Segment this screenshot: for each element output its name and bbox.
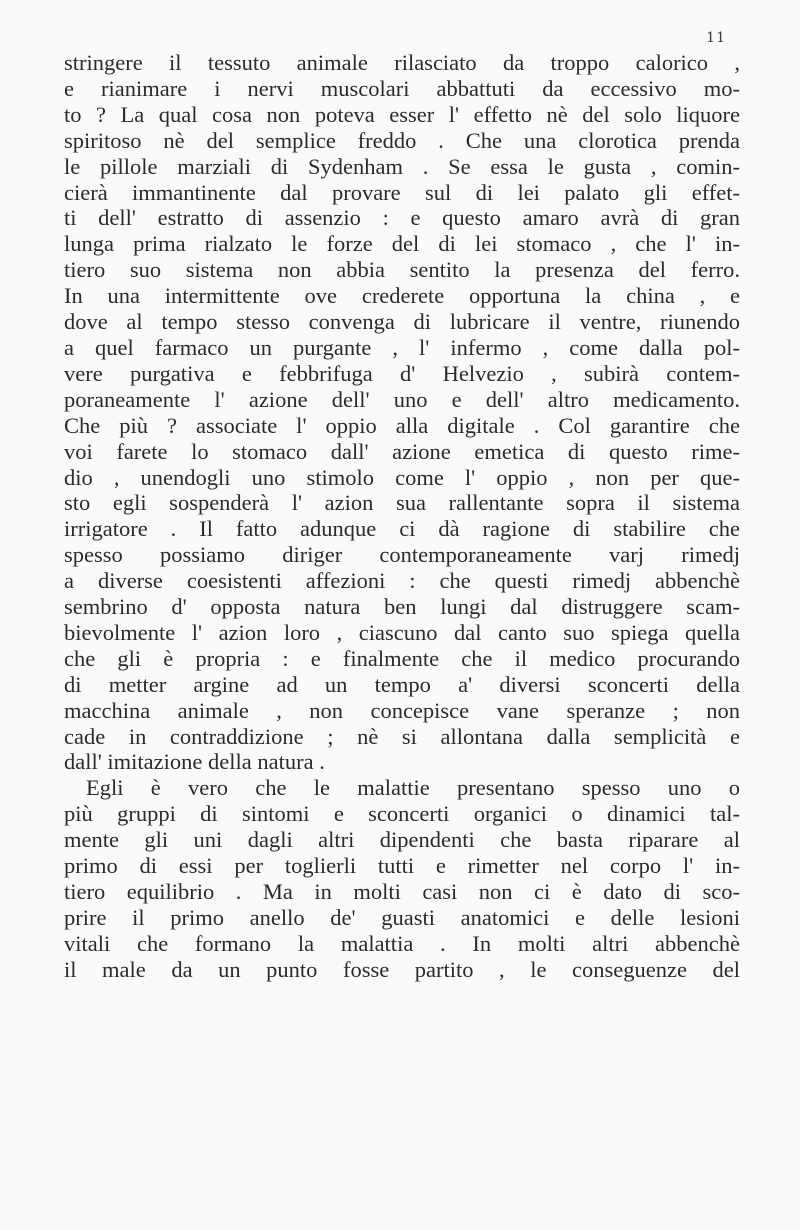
text-line: dove al tempo stesso convenga di lubricare il ventre, riunendo [64, 309, 740, 335]
text-line: macchina animale , non concepisce vane speranze ; non [64, 697, 740, 723]
text-line: spesso possiamo diriger contemporaneamente varj rimedj [64, 542, 740, 568]
text-line: tiero equilibrio . Ma in molti casi non ci è dato di sco- [64, 879, 740, 904]
text-line: ti dell' estratto di assenzio : e questo amaro avrà di gran [64, 205, 740, 231]
text-line: lunga prima rialzato le forze del di lei stomaco , che l' in- [64, 231, 740, 257]
text-line: sembrino d' opposta natura ben lungi dal distruggere scam- [64, 594, 740, 620]
text-line: bievolmente l' azion loro , ciascuno dal canto suo spiega quella [64, 619, 740, 645]
text-line: primo di essi per toglierli tutti e rimetter nel corpo l' in- [64, 853, 740, 879]
body-text [64, 50, 740, 983]
page-number: 11 [706, 30, 726, 46]
text-line: poraneamente l' azione dell' uno e dell' altro medicamento. [64, 386, 740, 412]
text-line: to ? La qual cosa non poteva esser l' effetto nè del solo liquore [64, 101, 740, 127]
text-line: di metter argine ad un tempo a' diversi sconcerti della [64, 671, 740, 697]
text-line: spiritoso nè del semplice freddo . Che una clorotica prenda [64, 127, 740, 153]
text-line: vitali che formano la malattia . In molti altri abbenchè [64, 930, 740, 956]
text-line: il male da un punto fosse partito , le conseguenze del [64, 956, 740, 982]
text-line: le pillole marziali di Sydenham . Se essa le gusta , comin- [64, 153, 740, 179]
text-line: dio , unendogli uno stimolo come l' oppio , non per que- [64, 464, 740, 490]
text-line: più gruppi di sintomi e sconcerti organici o dinamici tal- [64, 801, 740, 827]
text-line: voi farete lo stomaco dall' azione emetica di questo rime- [64, 438, 740, 464]
text-line: In una intermittente ove crederete opportuna la china , e [64, 283, 740, 309]
text-line: a quel farmaco un purgante , l' infermo , come dalla pol- [64, 334, 740, 360]
text-line: tiero suo sistema non abbia sentito la presenza del ferro. [64, 257, 740, 283]
text-line: dall' imitazione della natura . [64, 749, 325, 775]
text-line: cierà immantinente dal provare sul di lei palato gli effet- [64, 179, 740, 205]
text-line: che gli è propria : e finalmente che il medico procurando [64, 645, 740, 671]
text-line: sto egli sospenderà l' azion sua rallentante sopra il sistema [64, 490, 740, 516]
text-line: e rianimare i nervi muscolari abbattuti da eccessivo mo- [64, 75, 740, 101]
text-line: cade in contraddizione ; nè si allontana dalla semplicità e [64, 723, 740, 749]
text-line: a diverse coesistenti affezioni : che questi rimedj abbenchè [64, 568, 740, 594]
text-line: Egli è vero che le malattie presentano spesso uno o [86, 775, 740, 801]
text-line: Che più ? associate l' oppio alla digitale . Col garantire che [64, 412, 740, 438]
text-line: irrigatore . Il fatto adunque ci dà ragione di stabilire che [64, 516, 740, 542]
text-line: stringere il tessuto animale rilasciato da troppo calorico , [64, 50, 740, 75]
text-line: vere purgativa e febbrifuga d' Helvezio , subirà contem- [64, 360, 740, 386]
text-line: mente gli uni dagli altri dipendenti che basta riparare al [64, 827, 740, 853]
text-line: prire il primo anello de' guasti anatomici e delle lesioni [64, 904, 740, 930]
